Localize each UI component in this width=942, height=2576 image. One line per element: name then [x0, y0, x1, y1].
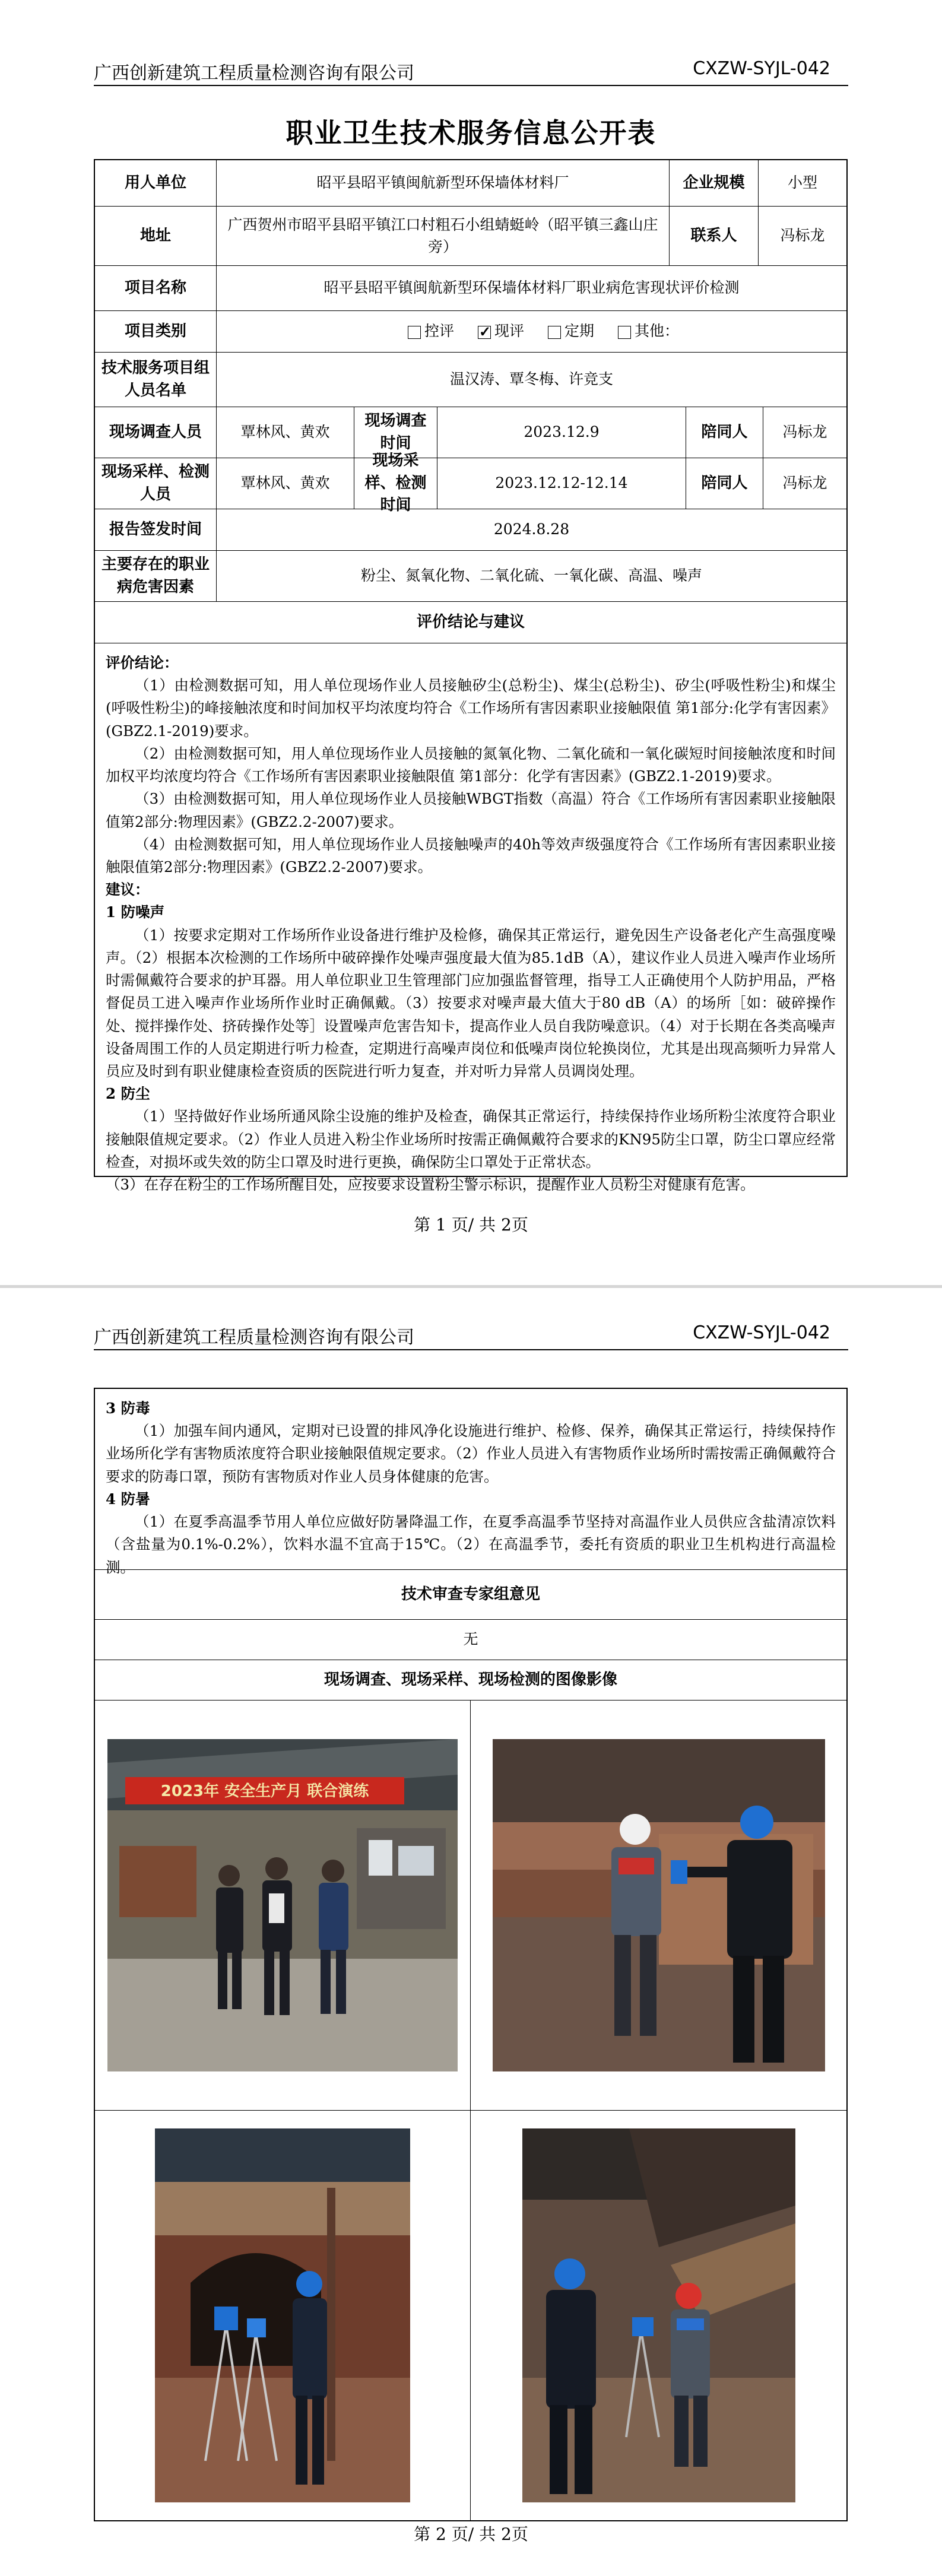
- section-images-title: 现场调查、现场采样、现场检测的图像影像: [323, 1670, 617, 1689]
- suggestion-dust-title: 2 防尘: [106, 1085, 150, 1103]
- row-expert-title: [95, 1570, 846, 1620]
- label-sampling-time: 现场采样、检测时间: [354, 458, 437, 509]
- row-images-title: [95, 1660, 846, 1701]
- row-sampling: [95, 451, 846, 515]
- photo-cell: [471, 1701, 846, 2111]
- info-table: [94, 159, 848, 1194]
- label-contact: 联系人: [670, 207, 759, 265]
- page-title: 职业卫生技术服务信息公开表: [286, 117, 656, 149]
- label-sampling-companion: 陪同人: [686, 458, 763, 509]
- page-footer: 第 1 页/ 共 2页: [414, 1215, 528, 1235]
- label-address: 地址: [95, 207, 217, 265]
- option-control-eval: 控评: [384, 321, 454, 342]
- checkbox-other: [618, 326, 631, 339]
- photo-noise-measurement: [493, 1739, 825, 2071]
- conclusion-body: [95, 643, 846, 1204]
- photo-cell: [95, 2111, 471, 2521]
- label-hazards: 主要存在的职业病危害因素: [95, 551, 217, 601]
- conclusion-heading: 评价结论：: [106, 654, 179, 671]
- label-issue-date: 报告签发时间: [95, 509, 217, 550]
- photo-kiln-sampling: [155, 2128, 410, 2502]
- label-employer: 用人单位: [95, 160, 217, 206]
- label-survey-staff: 现场调查人员: [95, 407, 217, 458]
- info-table-continued: [94, 1388, 848, 2521]
- value-survey-time: 2023.12.9: [437, 407, 686, 458]
- expert-opinion: 无: [463, 1630, 478, 1648]
- value-employer: 昭平县昭平镇闽航新型环保墙体材料厂: [217, 160, 670, 206]
- label-staff: 技术服务项目组人员名单: [95, 353, 217, 407]
- photo-banner-text: 2023年 安全生产月 联合演练: [160, 1782, 369, 1800]
- row-survey: [95, 407, 846, 458]
- conclusion-item: （1）由检测数据可知，用人单位现场作业人员接触矽尘(总粉尘)、煤尘(总粉尘)、矽尘(呼吸性粉尘)和煤尘(呼吸性粉尘)的峰接触浓度和时间加权平均浓度均符合《工作场所有害因素职业接触限值 第1部分:化学有害因素》(GBZ2.1-2019)要求。: [106, 677, 836, 740]
- value-sampling-companion: 冯标龙: [782, 474, 827, 492]
- project-type-options: [217, 311, 846, 352]
- suggestion-poison: （1）加强车间内通风，定期对已设置的排风净化设施进行维护、检修、保养，确保其正常运行，持续保持作业场所化学有害物质浓度符合职业接触限值规定要求。（2）作业人员进入有害物质作业场所时需按需正确佩戴符合要求的防毒口罩，预防有害物质对作业人员身体健康的危害。: [106, 1422, 836, 1485]
- header-company: 广西创新建筑工程质量检测咨询有限公司: [94, 63, 414, 84]
- header-doc-code: CXZW-SYJL-042: [693, 1322, 830, 1343]
- photo-grid: [95, 1701, 846, 2520]
- suggestion-heading: 建议：: [106, 881, 150, 899]
- row-employer: [95, 160, 846, 207]
- photo-conveyor-sampling: [522, 2128, 795, 2502]
- row-expert-opinion: [95, 1620, 846, 1660]
- page-2: [0, 1288, 942, 2573]
- label-survey-companion: 陪同人: [686, 407, 763, 458]
- photo-cell: [95, 1701, 471, 2111]
- row-images: [95, 1701, 846, 2520]
- suggestion-dust: （3）在存在粉尘的工作场所醒目处，应按要求设置粉尘警示标识，提醒作业人员粉尘对健康有危害。: [106, 1176, 755, 1194]
- label-sampling-staff: 现场采样、检测人员: [95, 458, 217, 509]
- row-staff: [95, 353, 846, 407]
- section-expert-title: 技术审查专家组意见: [401, 1585, 540, 1603]
- suggestion-heat: （1）在夏季高温季节用人单位应做好防暑降温工作，在夏季高温季节坚持对高温作业人员供应含盐清凉饮料（含盐量为0.1%-0.2%），饮料水温不宜高于15℃。（2）在高温季节，委托有资质的职业卫生机构进行高温检测。: [106, 1513, 836, 1576]
- photo-cell: [471, 2111, 846, 2521]
- header-rule: [94, 85, 848, 86]
- photo-site-survey-group: [107, 1739, 458, 2071]
- row-address: [95, 207, 846, 266]
- value-address: 广西贺州市昭平县昭平镇江口村粗石小组蜻蜓岭（昭平镇三鑫山庄旁）: [217, 207, 670, 265]
- conclusion-item: （3）由检测数据可知，用人单位现场作业人员接触WBGT指数（高温）符合《工作场所有害因素职业接触限值第2部分:物理因素》(GBZ2.2-2007)要求。: [106, 790, 836, 830]
- row-project-type: [95, 311, 846, 353]
- value-survey-companion: 冯标龙: [782, 423, 827, 441]
- checkbox-current-eval: [478, 326, 491, 339]
- value-issue-date: 2024.8.28: [493, 521, 570, 538]
- row-suggestions-continued: [95, 1389, 846, 1576]
- header-company: 广西创新建筑工程质量检测咨询有限公司: [94, 1327, 414, 1348]
- label-project-type: 项目类别: [95, 311, 217, 352]
- row-hazards: [95, 551, 846, 602]
- value-project-name: 昭平县昭平镇闽航新型环保墙体材料厂职业病危害现状评价检测: [323, 279, 740, 297]
- value-scale: 小型: [787, 174, 817, 192]
- page-1: [0, 0, 942, 1285]
- suggestion-poison-title: 3 防毒: [106, 1400, 150, 1417]
- suggestions-continued: [95, 1389, 846, 1587]
- row-issue-date: [95, 509, 846, 551]
- row-project-name: [95, 266, 846, 311]
- conclusion-item: （2）由检测数据可知，用人单位现场作业人员接触的氮氧化物、二氧化硫和一氧化碳短时间接触浓度和时间加权平均浓度均符合《工作场所有害因素职业接触限值 第1部分：化学有害因素》(GBZ2.1-2019)要求。: [106, 744, 836, 785]
- label-survey-time: 现场调查时间: [354, 407, 437, 458]
- header-doc-code: CXZW-SYJL-042: [693, 58, 830, 79]
- value-staff: 温汉涛、覃冬梅、许竞支: [449, 370, 613, 388]
- value-sampling-staff: 覃林风、黄欢: [217, 458, 354, 509]
- header-rule: [94, 1349, 848, 1350]
- suggestion-noise-title: 1 防噪声: [106, 903, 165, 921]
- label-scale: 企业规模: [670, 160, 759, 206]
- suggestion-noise: （1）按要求定期对工作场所作业设备进行维护及检修，确保其正常运行，避免因生产设备老化产生高强度噪声。（2）根据本次检测的工作场所中破碎操作处噪声强度最大值为85.1dB（A），建议作业人员进入噪声作业场所时需佩戴符合要求的护耳器。用人单位职业卫生管理部门应加强监督管理，指导工人正确使用个人防护用品，严格督促员工进入噪声作业场所作业时正确佩戴。（3）按要求对噪声最大值大于80 dB（A）的场所［如：破碎操作处、搅拌操作处、挤砖操作处等］设置噪声危害告知卡，提高作业人员自我防噪意识。（4）对于长期在各类高噪声设备周围工作的人员定期进行听力检查，定期进行高噪声岗位和低噪声岗位轮换岗位，尤其是出现高频听力异常人员应及时到有职业健康检查资质的医院进行听力复查，并对听力异常人员调岗处理。: [106, 926, 836, 1080]
- suggestion-dust: （1）坚持做好作业场所通风除尘设施的维护及检查，确保其正常运行，持续保持作业场所粉尘浓度符合职业接触限值规定要求。（2）作业人员进入粉尘作业场所时按需正确佩戴符合要求的KN95防尘口罩，防尘口罩应经常检查，对损坏或失效的防尘口罩及时进行更换，确保防尘口罩处于正常状态。: [106, 1108, 836, 1170]
- option-current-eval: ✓ 现评: [454, 321, 524, 342]
- label-project-name: 项目名称: [95, 266, 217, 310]
- option-periodic: 定期: [524, 321, 594, 342]
- suggestion-heat-title: 4 防暑: [106, 1490, 150, 1508]
- row-conclusion-title: [95, 602, 846, 643]
- section-conclusion-title: 评价结论与建议: [416, 613, 525, 631]
- value-contact: 冯标龙: [780, 227, 825, 245]
- checkbox-periodic: [548, 326, 561, 339]
- value-hazards: 粉尘、氮氧化物、二氧化硫、一氧化碳、高温、噪声: [360, 567, 702, 585]
- value-survey-staff: 覃林风、黄欢: [217, 407, 354, 458]
- conclusion-item: （4）由检测数据可知，用人单位现场作业人员接触噪声的40h等效声级强度符合《工作场所有害因素职业接触限值第2部分:物理因素》(GBZ2.2-2007)要求。: [106, 835, 836, 875]
- page-footer: 第 2 页/ 共 2页: [414, 2524, 528, 2544]
- row-conclusion-body: [95, 643, 846, 1194]
- option-other: 其他：: [594, 321, 679, 342]
- checkbox-control-eval: [408, 326, 421, 339]
- value-sampling-time: 2023.12.12-12.14: [437, 458, 686, 509]
